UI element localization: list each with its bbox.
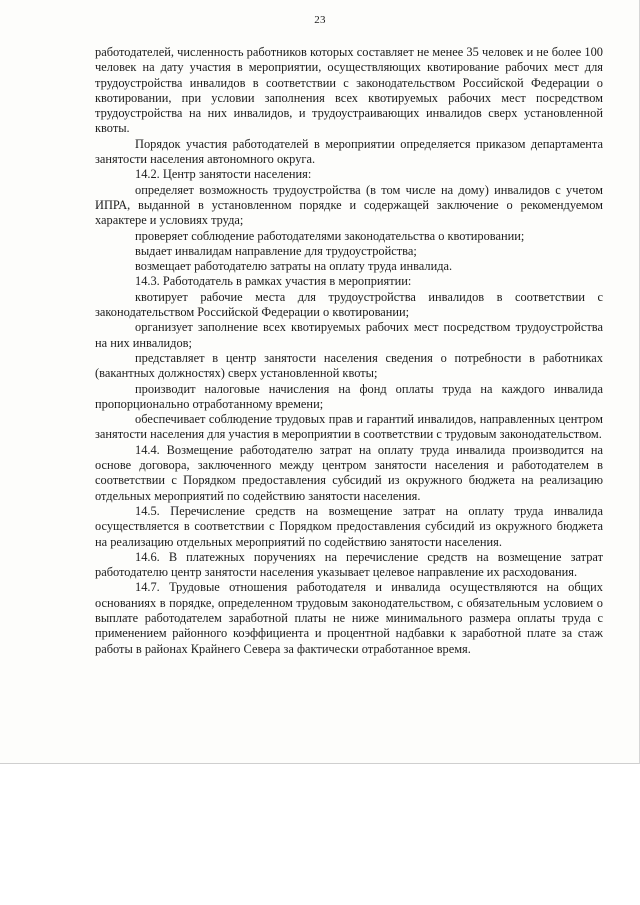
paragraph-issues-referral: выдает инвалидам направление для трудоустройства; — [135, 243, 417, 258]
section-14-5: 14.5. Перечисление средств на возмещение затрат на оплату труда инвалида осуществляется в соответствии с Порядком предоставления субсидий из окружного бюджета на реализацию отдельных мероприятий по содействию занятости населения. — [95, 503, 603, 549]
section-14-6: 14.6. В платежных поручениях на перечисление средств на возмещение затрат работодателю центр занятости населения указывает целевое направление их расходования. — [95, 549, 603, 580]
section-14-7: 14.7. Трудовые отношения работодателя и инвалида осуществляются на общих основаниях в порядке, определенном трудовым законодательством, с обязательным условием о выплате работодателем заработной платы не ниже минимального размера оплаты труда с применением районного коэффициента и процентной надбавки к заработной плате за стаж работы в районах Крайнего Севера за фактически отработанное время. — [95, 580, 603, 656]
paragraph-fills-quota-places: организует заполнение всех квотируемых рабочих мест посредством трудоустройства на них инвалидов; — [95, 320, 603, 350]
document-body — [95, 45, 603, 657]
page-number: 23 — [314, 14, 326, 26]
paragraph-reimburses-costs: возмещает работодателю затраты на оплату труда инвалида. — [135, 259, 453, 274]
paragraph-participation-order: Порядок участия работодателей в мероприятии определяется приказом департамента занятости населения автономного округа. — [95, 136, 603, 167]
section-14-4: 14.4. Возмещение работодателю затрат на оплату труда инвалида производится на основе договора, заключенного между центром занятости населения и работодателем в соответствии с Порядком предоставления субсидий из окружного бюджета на реализацию отдельных мероприятий по содействию занятости населения. — [95, 442, 603, 503]
blank-margin — [0, 764, 640, 905]
section-14-3-heading: 14.3. Работодатель в рамках участия в мероприятии: — [135, 274, 412, 289]
paragraph-checks-quota-law: проверяет соблюдение работодателями законодательства о квотировании; — [135, 228, 525, 243]
paragraph-quotas-workplaces: квотирует рабочие места для трудоустройства инвалидов в соответствии с законодательством Российской Федерации о квотировании; — [95, 289, 603, 320]
section-14-2-heading: 14.2. Центр занятости населения: — [135, 167, 312, 182]
paragraph-submits-demand: представляет в центр занятости населения сведения о потребности в работниках (вакантных должностях) сверх установленной квоты; — [95, 350, 603, 381]
paragraph-tax-charges: производит налоговые начисления на фонд оплаты труда на каждого инвалида пропорционально отработанному времени; — [95, 381, 603, 411]
paragraph-ensures-rights: обеспечивает соблюдение трудовых прав и гарантий инвалидов, направленных центром занятости населения для участия в мероприятии в соответствии с трудовым законодательством. — [95, 412, 603, 442]
paragraph-employment-possibility: определяет возможность трудоустройства (в том числе на дому) инвалидов с учетом ИПРА, выданной в установленном порядке и содержащей заключение о рекомендуемом характере и условиях труда; — [95, 182, 603, 228]
paragraph-continuation: работодателей, численность работников которых составляет не менее 35 человек и не более 100 человек на дату участия в мероприятии, осуществляющих квотирование рабочих мест для трудоустройства инвалидов в соответствии с законодательством Российской Федерации о квотировании, при условии заполнения всех квотируемых рабочих мест посредством трудоустройства на них инвалидов, и трудоустраивающих инвалидов сверх установленной квоты. — [95, 45, 603, 136]
